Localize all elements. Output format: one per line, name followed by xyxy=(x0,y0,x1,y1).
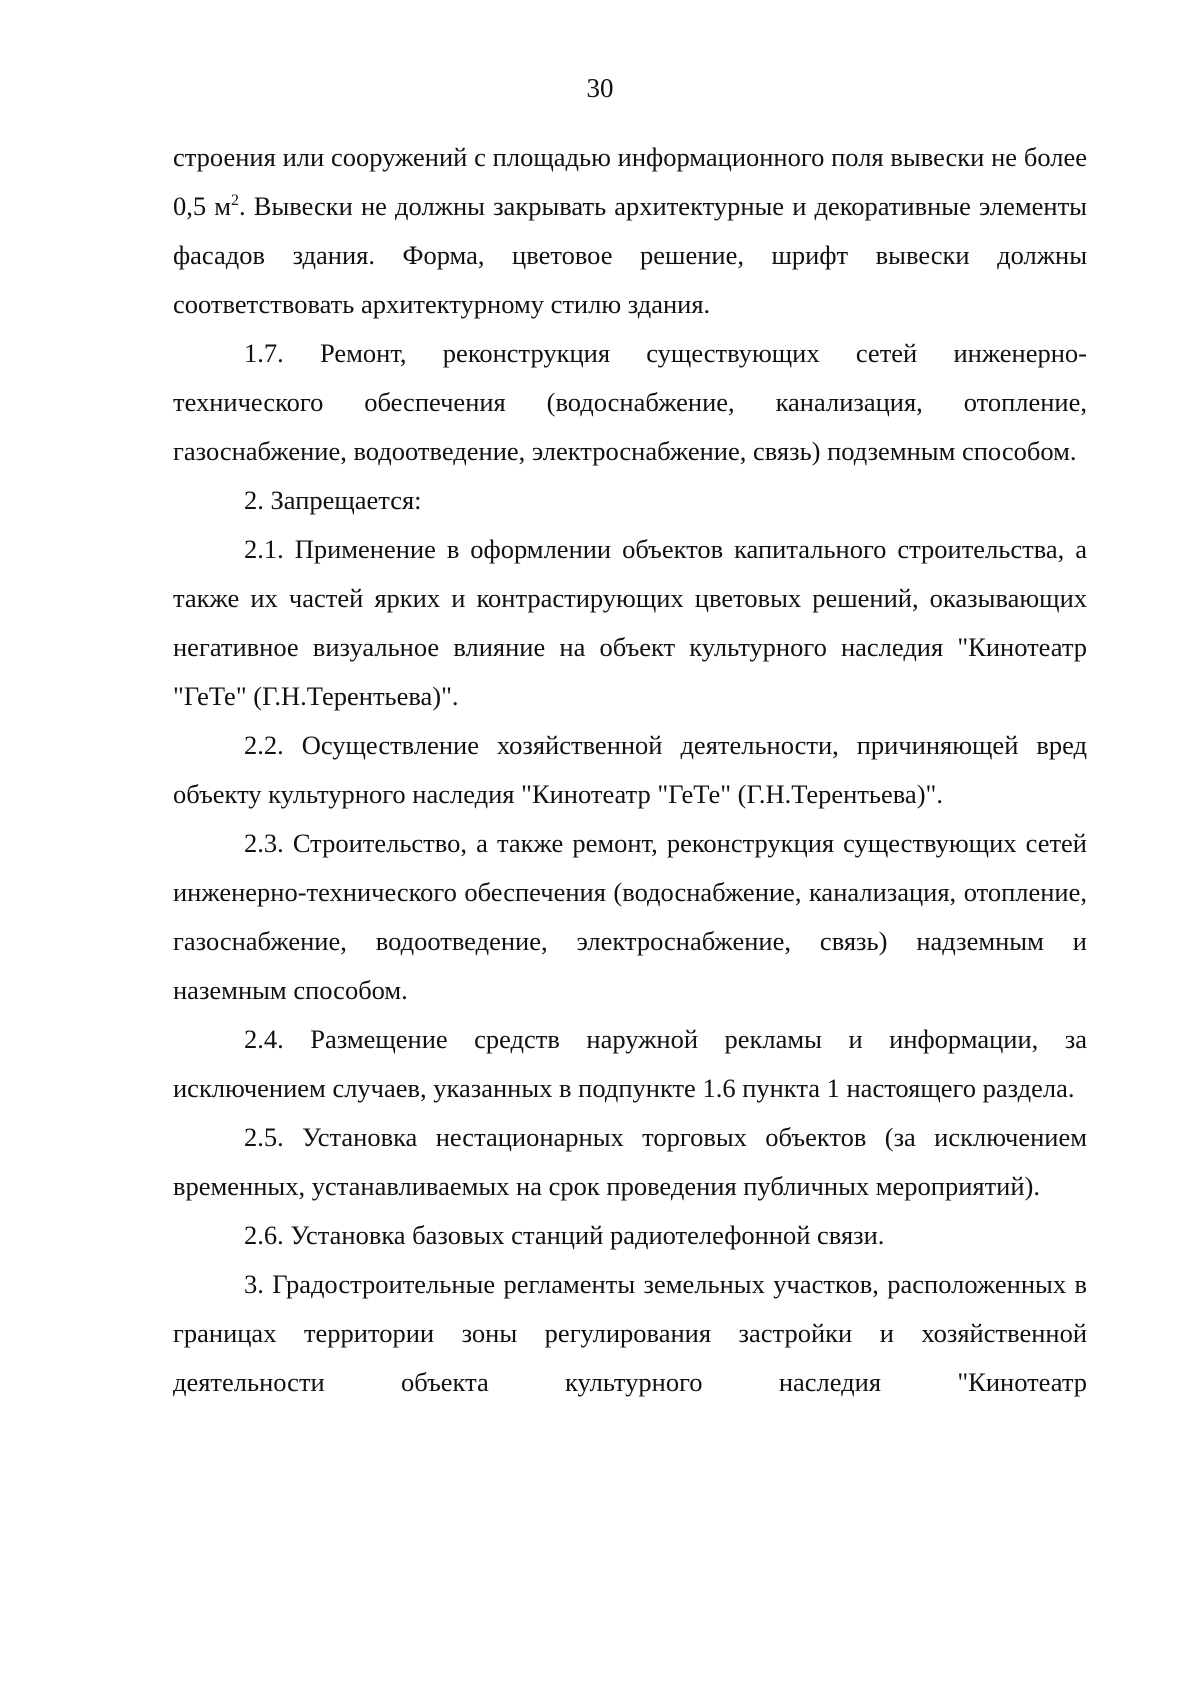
paragraph-3: 3. Градостроительные регламенты земельных участков, расположенных в границах территории зоны регулирования застройки и хозяйственной деятельности объекта культурного наследия "Кинотеатр xyxy=(173,1269,1087,1397)
paragraph-1-7: 1.7. Ремонт, реконструкция существующих сетей инженерно-технического обеспечения (водоснабжение, канализация, отопление, газоснабжение, водоотведение, электроснабжение, связь) подземным способом. xyxy=(173,338,1087,466)
paragraph-2-2: 2.2. Осуществление хозяйственной деятельности, причиняющей вред объекту культурного наследия "Кинотеатр "ГеТе" (Г.Н.Терентьева)". xyxy=(173,730,1087,809)
paragraph-2-6: 2.6. Установка базовых станций радиотелефонной связи. xyxy=(244,1220,885,1250)
paragraph-2-5: 2.5. Установка нестационарных торговых объектов (за исключением временных, устанавливаемых на срок проведения публичных мероприятий). xyxy=(173,1122,1087,1201)
paragraph-signage-text-start: строения или сооружений с площадью информационного поля вывески не более 0,5 м xyxy=(173,142,1087,221)
paragraph-2-1: 2.1. Применение в оформлении объектов капитального строительства, а также их частей ярких и контрастирующих цветовых решений, оказывающих негативное визуальное влияние на объект культурного наследия "Кинотеатр "ГеТе" (Г.Н.Терентьева)". xyxy=(173,534,1087,711)
paragraph-signage-text-end: . Вывески не должны закрывать архитектурные и декоративные элементы фасадов здания. Форма, цветовое решение, шрифт вывески должны соответствовать архитектурному стилю здания. xyxy=(173,191,1087,319)
page-number: 30 xyxy=(586,73,614,103)
paragraph-2-4: 2.4. Размещение средств наружной рекламы и информации, за исключением случаев, указанных в подпункте 1.6 пункта 1 настоящего раздела. xyxy=(173,1024,1087,1103)
paragraph-signage xyxy=(173,133,1087,329)
paragraph-2-3: 2.3. Строительство, а также ремонт, реконструкция существующих сетей инженерно-технического обеспечения (водоснабжение, канализация, отопление, газоснабжение, водоотведение, электроснабжение, связь) надземным и наземным способом. xyxy=(173,828,1087,1005)
paragraph-2-heading: 2. Запрещается: xyxy=(244,485,422,515)
document-body xyxy=(173,133,1087,1407)
square-superscript: 2 xyxy=(231,192,240,210)
